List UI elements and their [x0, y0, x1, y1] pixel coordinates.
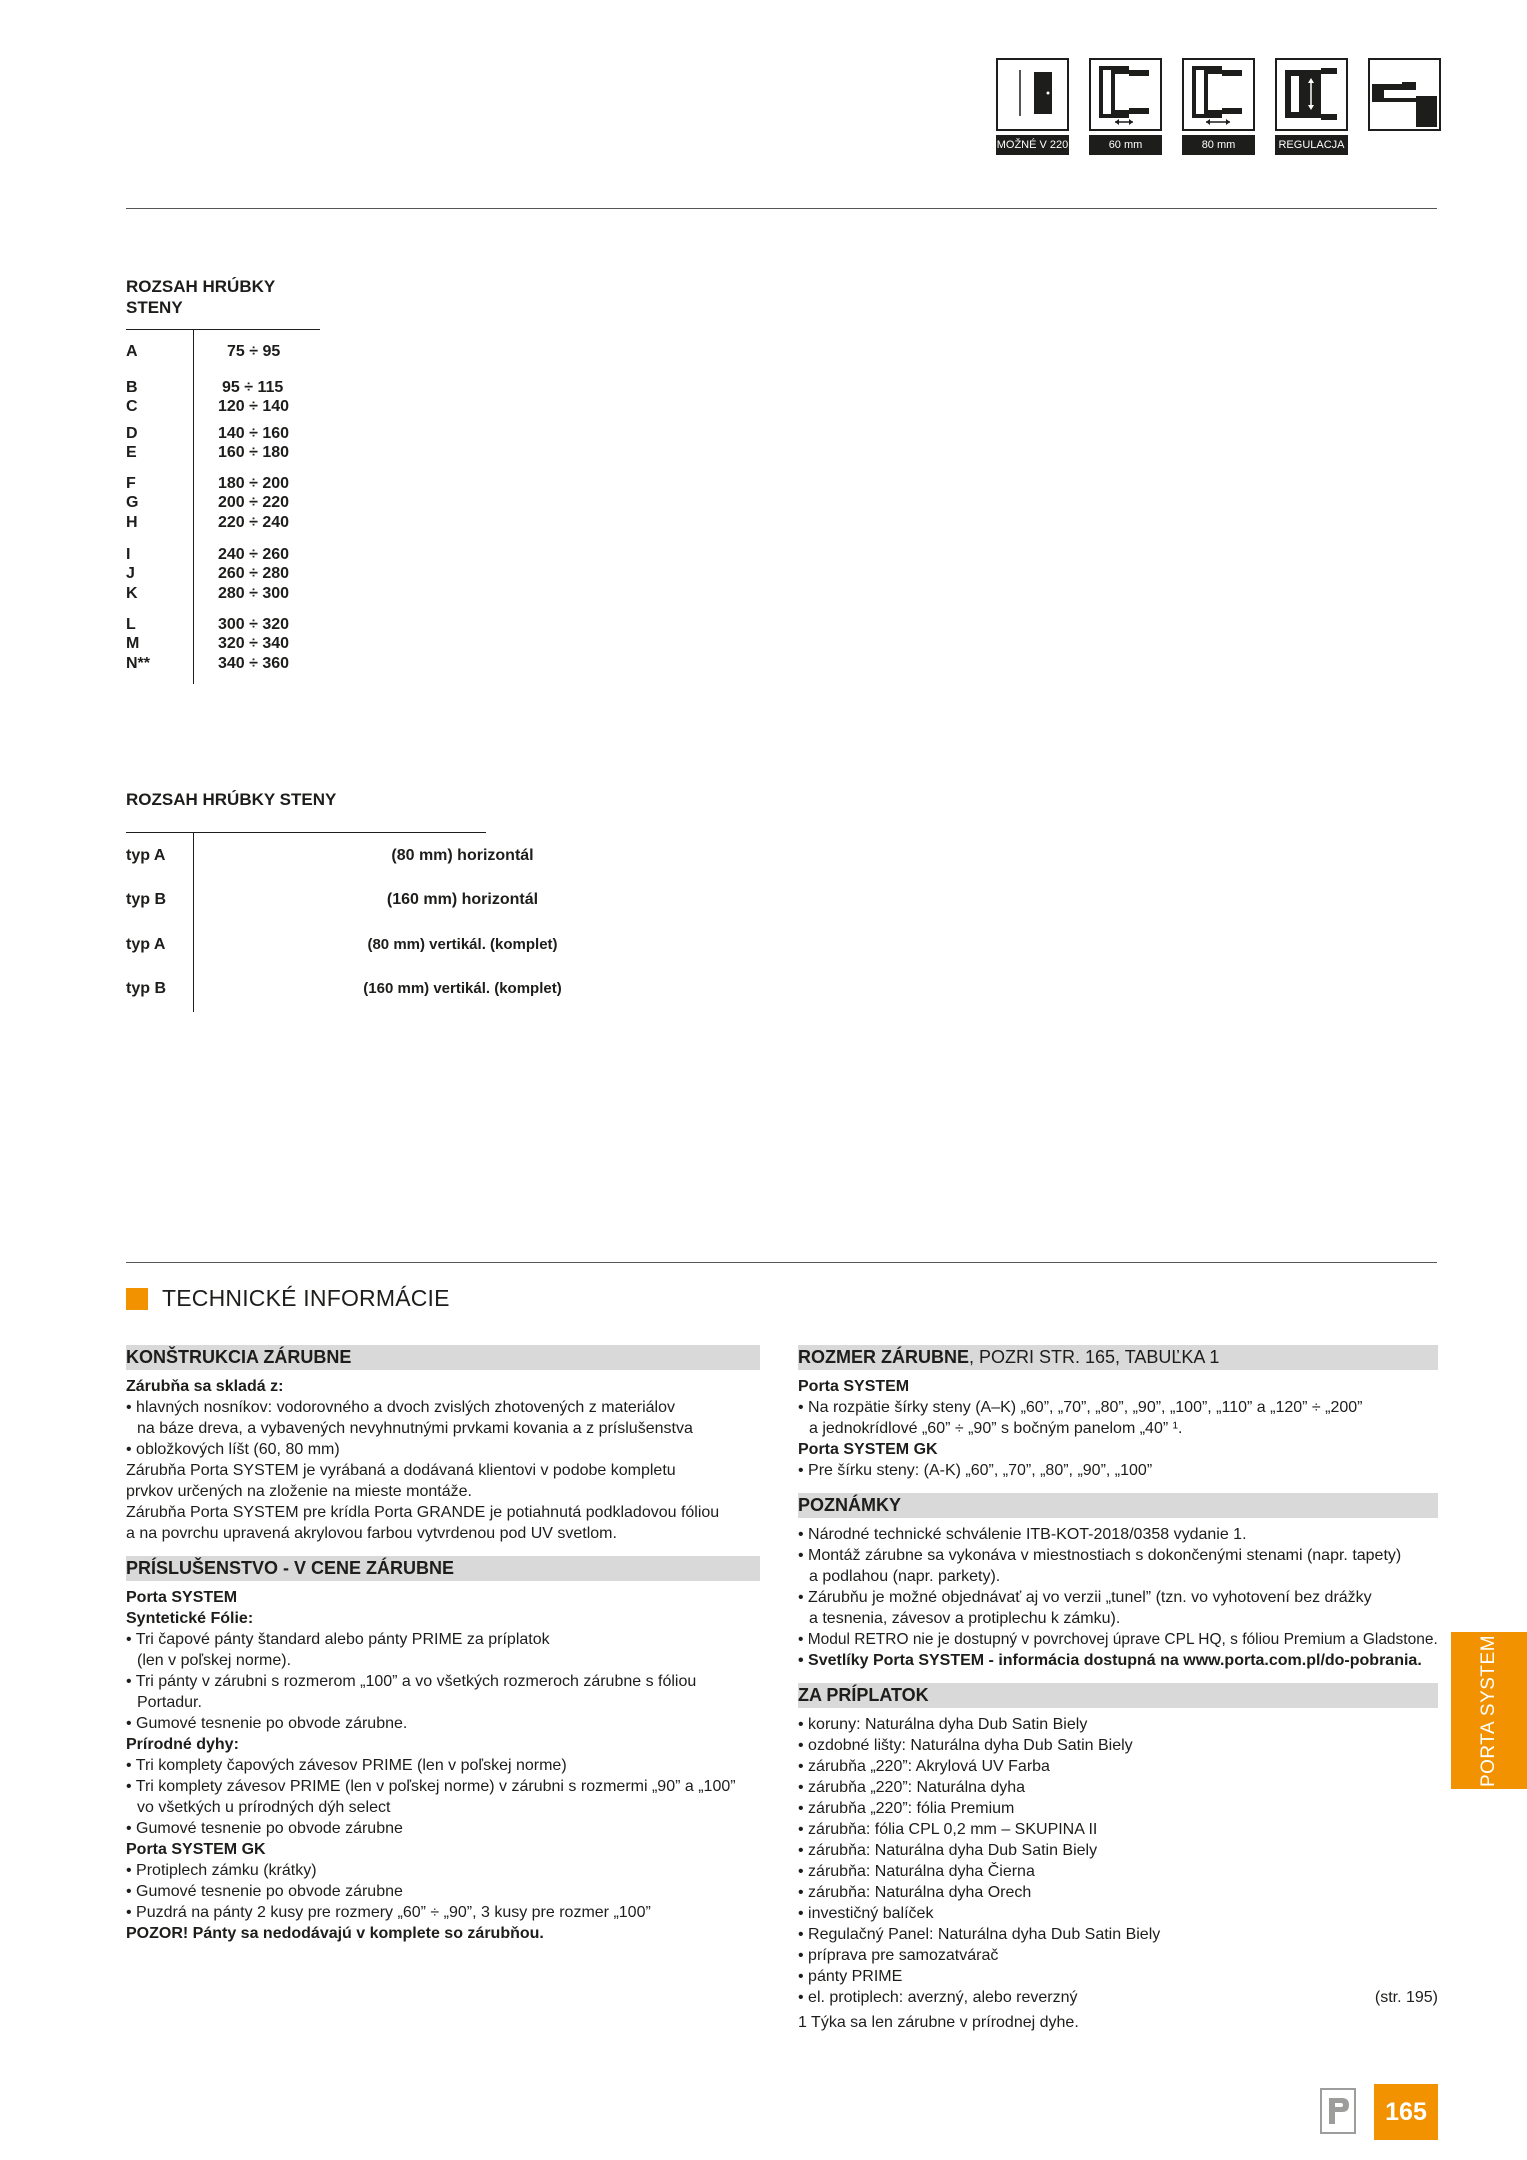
surcharge-heading [798, 1683, 1438, 1708]
row-key: B [126, 379, 138, 396]
height-220-icon [996, 58, 1069, 131]
row-value: 140 ÷ 160 [218, 425, 290, 442]
paragraph-line: Zárubňa Porta SYSTEM pre krídla Porta GRANDE je potiahnutá podkladovou fóliou [126, 1504, 720, 1521]
dimensions-heading-text: ROZMER ZÁRUBNE [798, 1347, 969, 1367]
icon-caption: MOŽNÉ V 220 [996, 135, 1069, 155]
table-row [126, 342, 356, 362]
table-row [126, 545, 356, 565]
bullet-continuation: (len v poľskej norme). [137, 1652, 292, 1669]
porta-logo-icon [1320, 2088, 1356, 2134]
orange-square-icon [126, 1288, 148, 1310]
page-number: 165 [1374, 2084, 1438, 2140]
accessories-heading [126, 1556, 760, 1581]
construction-heading [126, 1345, 760, 1370]
row-key: G [126, 494, 139, 511]
page-reference: (str. 195) [1374, 1989, 1438, 2006]
bullet-item: • Tri čapové pánty štandard alebo pánty PRIME za príplatok [126, 1629, 760, 1650]
row-value: (160 mm) vertikál. (komplet) [363, 980, 562, 997]
row-value: 95 ÷ 115 [222, 379, 284, 396]
dimensions-sub: Porta SYSTEM GK [798, 1441, 938, 1458]
frame-80mm-icon [1182, 58, 1255, 131]
list-item: • Regulačný Panel: Naturálna dyha Dub Satin Biely [798, 1924, 1438, 1945]
left-column [126, 1345, 760, 1944]
accessories-sub: Porta SYSTEM [126, 1589, 238, 1606]
row-key: F [126, 475, 136, 492]
bullet-item: • Na rozpätie šírky steny (A–K) „60”, „70”, „80”, „90”, „100”, „110” a „120” ÷ „200” [798, 1397, 1438, 1418]
row-key: H [126, 514, 138, 531]
row-value: 160 ÷ 180 [218, 444, 290, 461]
row-key: J [126, 565, 135, 582]
row-value: (80 mm) vertikál. (komplet) [367, 936, 558, 953]
feature-icons [996, 58, 1441, 155]
list-item: • koruny: Naturálna dyha Dub Satin Biely [798, 1714, 1438, 1735]
section-side-tab [1451, 1632, 1527, 1789]
bullet-item: • Svetlíky Porta SYSTEM - informácia dostupná na www.porta.com.pl/do-pobrania. [798, 1650, 1438, 1671]
notes-heading [798, 1493, 1438, 1518]
row-value: 220 ÷ 240 [218, 514, 290, 531]
bullet-item: • Národné technické schválenie ITB-KOT-2018/0358 vydanie 1. [798, 1524, 1438, 1545]
dimensions-sub: Porta SYSTEM [798, 1378, 910, 1395]
table-row [126, 443, 356, 463]
row-key: typ B [126, 891, 166, 908]
list-item: • príprava pre samozatvárač [798, 1945, 1438, 1966]
row-value: (160 mm) horizontál [386, 891, 539, 908]
table-row [126, 513, 356, 533]
row-key: M [126, 635, 140, 652]
bullet-item: • Protiplech zámku (krátky) [126, 1860, 760, 1881]
table-row [126, 634, 356, 654]
row-value: 180 ÷ 200 [218, 475, 290, 492]
footnote: 1 Týka sa len zárubne v prírodnej dyhe. [798, 2014, 1079, 2031]
paragraph-line: Zárubňa Porta SYSTEM je vyrábaná a dodávaná klientovi v podobe kompletu [126, 1462, 676, 1479]
bullet-item: • Modul RETRO nie je dostupný v povrchovej úprave CPL HQ, s fóliou Premium a Gladstone. [798, 1629, 1438, 1650]
table-rule [126, 832, 486, 833]
construction-sub: Zárubňa sa skladá z: [126, 1378, 284, 1395]
list-item: • pánty PRIME [798, 1966, 1438, 1987]
row-value: 300 ÷ 320 [218, 616, 290, 633]
table-row [126, 584, 356, 604]
icon-caption: REGULACJA [1275, 135, 1348, 155]
accessories-sub: Prírodné dyhy: [126, 1736, 239, 1753]
row-key: typ B [126, 980, 166, 997]
icon-caption: 80 mm [1182, 135, 1255, 155]
dimensions-heading-ref: , POZRI STR. 165, TABUĽKA 1 [969, 1347, 1220, 1367]
bullet-item: • Zárubňu je možné objednávať aj vo verzii „tunel” (tzn. vo vyhotovení bez drážky [798, 1587, 1438, 1608]
top-divider [126, 208, 1437, 209]
wall-thickness-title: ROZSAH HRÚBKY STENY [126, 277, 275, 317]
bullet-item: • Gumové tesnenie po obvode zárubne. [126, 1713, 760, 1734]
bullet-continuation: a podlahou (napr. parkety). [809, 1568, 1001, 1585]
list-item-last [798, 1987, 1438, 2008]
bullet-item: • Tri komplety závesov PRIME (len v poľskej norme) v zárubni s rozmermi „90” a „100” [126, 1776, 760, 1797]
right-column [798, 1345, 1438, 2033]
row-key: I [126, 546, 131, 563]
list-item: • ozdobné lišty: Naturálna dyha Dub Satin Biely [798, 1735, 1438, 1756]
list-item: • investičný balíček [798, 1903, 1438, 1924]
row-value: 320 ÷ 340 [218, 635, 290, 652]
row-key: L [126, 616, 136, 633]
regulation-feature [1275, 58, 1348, 155]
list-item: • zárubňa „220”: fólia Premium [798, 1798, 1438, 1819]
construction-heading-text: KONŠTRUKCIA ZÁRUBNE [126, 1347, 352, 1367]
wall-thickness-title-2: ROZSAH HRÚBKY STENY [126, 790, 337, 809]
frame-80mm-feature [1182, 58, 1255, 155]
row-key: C [126, 398, 138, 415]
table-row [126, 397, 356, 417]
row-key: typ A [126, 936, 166, 953]
accessories-heading-text: PRÍSLUŠENSTVO - V CENE ZÁRUBNE [126, 1558, 455, 1578]
paragraph-line: prvkov určených na zloženie na mieste montáže. [126, 1483, 472, 1500]
side-tab-label: PORTA SYSTEM [1478, 1634, 1499, 1787]
tech-section-title: TECHNICKÉ INFORMÁCIE [162, 1285, 450, 1311]
row-value: (80 mm) horizontál [391, 847, 534, 864]
bullet-item: • hlavných nosníkov: vodorovného a dvoch zvislých zhotovených z materiálov [126, 1397, 760, 1418]
bullet-item: • Gumové tesnenie po obvode zárubne [126, 1881, 760, 1902]
bullet-item: • Montáž zárubne sa vykonáva v miestnostiach s dokončenými stenami (napr. tapety) [798, 1545, 1438, 1566]
row-value: 240 ÷ 260 [218, 546, 290, 563]
bullet-item: • Tri pánty v zárubni s rozmerom „100” a vo všetkých rozmeroch zárubne s fóliou Portadur. [126, 1671, 760, 1713]
bullet-continuation: vo všetkých u prírodných dýh select [137, 1799, 391, 1816]
bullet-continuation: na báze dreva, a vybavených nevyhnutnými prvkami kovania a z príslušenstva [137, 1420, 693, 1437]
frame-60mm-icon [1089, 58, 1162, 131]
row-value: 120 ÷ 140 [218, 398, 290, 415]
list-item: • zárubňa: Naturálna dyha Dub Satin Biely [798, 1840, 1438, 1861]
list-item: • zárubňa „220”: Akrylová UV Farba [798, 1756, 1438, 1777]
regulation-icon [1275, 58, 1348, 131]
row-key: A [126, 343, 138, 360]
row-key: K [126, 585, 138, 602]
section-divider [126, 1262, 1437, 1263]
list-item: • zárubňa: Naturálna dyha Orech [798, 1882, 1438, 1903]
row-key: typ A [126, 847, 166, 864]
table-row [126, 378, 356, 398]
surcharge-heading-text: ZA PRÍPLATOK [798, 1685, 929, 1705]
bullet-continuation: a jednokrídlové „60” ÷ „90” s bočným panelom „40” ¹. [809, 1420, 1183, 1437]
table-row [126, 615, 356, 635]
table-row [126, 978, 562, 1000]
list-item: • zárubňa: Naturálna dyha Čierna [798, 1861, 1438, 1882]
frame-60mm-feature [1089, 58, 1162, 155]
row-value: 340 ÷ 360 [218, 655, 290, 672]
row-value: 75 ÷ 95 [227, 343, 281, 360]
icon-caption: 60 mm [1089, 135, 1162, 155]
table-row [126, 474, 356, 494]
table-row [126, 889, 539, 911]
row-value: 200 ÷ 220 [218, 494, 290, 511]
table-row [126, 493, 356, 513]
list-item: • zárubňa „220”: Naturálna dyha [798, 1777, 1438, 1798]
warning-text: POZOR! Pánty sa nedodávajú v komplete so zárubňou. [126, 1925, 544, 1942]
floor-step-icon [1368, 58, 1441, 131]
accessories-sub: Porta SYSTEM GK [126, 1841, 266, 1858]
bullet-item: • obložkových líšt (60, 80 mm) [126, 1439, 760, 1460]
table-row [126, 934, 558, 956]
row-key: D [126, 425, 138, 442]
bullet-item: • Puzdrá na pánty 2 kusy pre rozmery „60” ÷ „90”, 3 kusy pre rozmer „100” [126, 1902, 760, 1923]
height-220-feature [996, 58, 1069, 155]
dimensions-heading [798, 1345, 1438, 1370]
bullet-item: • Gumové tesnenie po obvode zárubne [126, 1818, 760, 1839]
table-row [126, 564, 356, 584]
table-row [126, 424, 356, 444]
row-key: E [126, 444, 137, 461]
bullet-item: • Pre šírku steny: (A-K) „60”, „70”, „80”, „90”, „100” [798, 1460, 1438, 1481]
bullet-continuation: a tesnenia, závesov a protiplechu k zámku). [809, 1610, 1121, 1627]
row-value: 260 ÷ 280 [218, 565, 290, 582]
row-key: N** [126, 655, 151, 672]
accessories-sub: Syntetické Fólie: [126, 1610, 254, 1627]
list-item-text: el. protiplech: averzný, alebo reverzný [808, 1989, 1078, 2006]
table-row [126, 654, 356, 674]
table-rule [126, 329, 320, 330]
floor-step-feature [1368, 58, 1441, 155]
notes-heading-text: POZNÁMKY [798, 1495, 901, 1515]
tech-section-header [126, 1285, 450, 1312]
paragraph-line: a na povrchu upravená akrylovou farbou vytvrdenou pod UV svetlom. [126, 1525, 617, 1542]
list-item: • zárubňa: fólia CPL 0,2 mm – SKUPINA II [798, 1819, 1438, 1840]
bullet-item: • Tri komplety čapových závesov PRIME (len v poľskej norme) [126, 1755, 760, 1776]
table-row [126, 845, 534, 867]
row-value: 280 ÷ 300 [218, 585, 290, 602]
